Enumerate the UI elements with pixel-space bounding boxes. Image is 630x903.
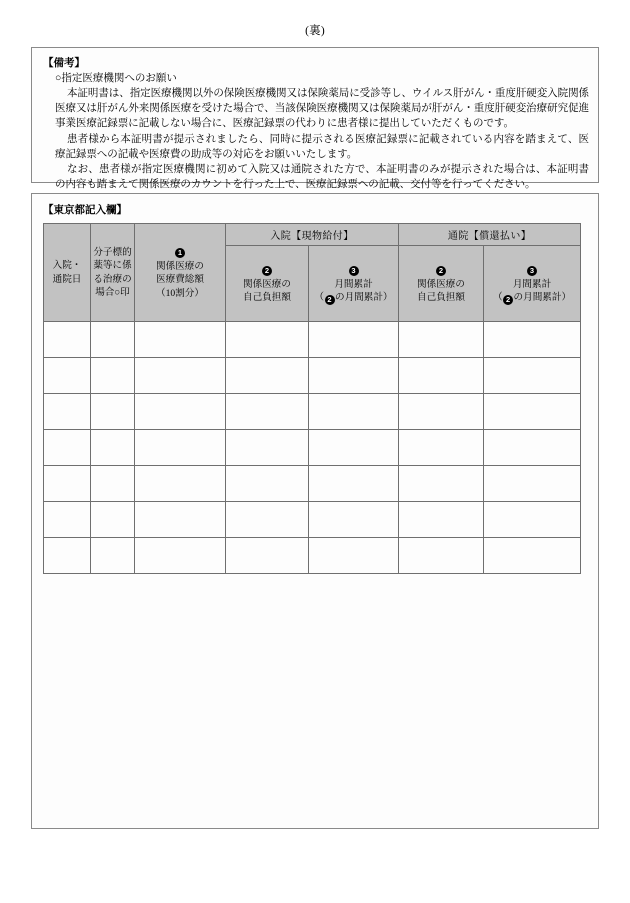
table-cell-inpatient_self_pay[interactable] [226, 394, 309, 430]
table-cell-total_cost[interactable] [135, 466, 226, 502]
table-cell-total_cost[interactable] [135, 430, 226, 466]
table-cell-outpatient_self_pay[interactable] [399, 430, 484, 466]
circled-number-2-outpatient: 2 [399, 263, 483, 277]
table-cell-molecular_target[interactable] [91, 538, 135, 574]
column-header-molecular-target [91, 224, 135, 322]
column-header-inpatient-self-pay [226, 246, 309, 322]
table-row [44, 538, 581, 574]
table-cell-total_cost[interactable] [135, 394, 226, 430]
column-header-inpatient-monthly-total [309, 246, 399, 322]
table-cell-date[interactable] [44, 358, 91, 394]
entry-table-group-header-row [44, 224, 581, 246]
table-cell-inpatient_self_pay[interactable] [226, 358, 309, 394]
entry-table-body [44, 322, 581, 574]
remarks-sub-heading: ○指定医療機関へのお願い [55, 73, 177, 84]
group-header-outpatient: 通院【償還払い】 [399, 224, 581, 246]
column-header-date-line-2: 通院日 [52, 273, 82, 285]
table-cell-molecular_target[interactable] [91, 466, 135, 502]
table-cell-outpatient_self_pay[interactable] [399, 358, 484, 394]
remarks-paragraph-3: なお、患者様が指定医療機関に初めて入院又は通院された方で、本証明書のみが提示された場合は、本証明書の内容も踏まえて関係医療のカウントを行った上で、医療記録票への記載、交付等を行ってください。 [55, 164, 589, 191]
column-header-outpatient-self-pay-line-2: 自己負担額 [417, 292, 465, 303]
table-cell-total_cost[interactable] [135, 358, 226, 394]
table-cell-outpatient_self_pay[interactable] [399, 394, 484, 430]
table-cell-inpatient_self_pay[interactable] [226, 322, 309, 358]
column-header-molecular-target-line-3: る治療の [93, 273, 132, 285]
column-header-inpatient-monthly-total-line-1: 月間累計 [334, 278, 373, 290]
table-row [44, 322, 581, 358]
table-cell-outpatient_self_pay[interactable] [399, 322, 484, 358]
column-header-date-line-1: 入院・ [52, 260, 82, 271]
table-cell-date[interactable] [44, 466, 91, 502]
table-cell-outpatient_monthly_total[interactable] [484, 538, 581, 574]
table-cell-total_cost[interactable] [135, 538, 226, 574]
tokyo-entry-box [31, 193, 599, 829]
paren-open-inpatient: （ [314, 292, 325, 303]
table-cell-inpatient_monthly_total[interactable] [309, 538, 399, 574]
table-cell-molecular_target[interactable] [91, 502, 135, 538]
table-cell-inpatient_monthly_total[interactable] [309, 502, 399, 538]
column-header-total-cost-line-2: 医療費総額 [156, 274, 204, 286]
table-cell-inpatient_monthly_total[interactable] [309, 358, 399, 394]
column-header-outpatient-monthly-total [484, 246, 581, 322]
column-header-outpatient-monthly-total-paren [484, 291, 580, 305]
paren-close-inpatient: の月間累計） [335, 292, 393, 303]
table-cell-inpatient_monthly_total[interactable] [309, 394, 399, 430]
column-header-total-cost [135, 224, 226, 322]
remarks-box [31, 47, 599, 191]
table-cell-inpatient_monthly_total[interactable] [309, 466, 399, 502]
column-header-inpatient-monthly-total-paren [309, 291, 398, 305]
circled-number-2-ref-outpatient: 2 [503, 295, 513, 305]
remarks-paragraph-2: 患者様から本証明書が提示されましたら、同時に提示される医療記録票に記載されている内容を踏まえて、医療記録票への記載や医療費の助成等の対応をお願いいたします。 [55, 133, 589, 160]
entry-section-title: 【東京都記入欄】 [43, 205, 127, 216]
table-cell-inpatient_self_pay[interactable] [226, 430, 309, 466]
table-cell-molecular_target[interactable] [91, 358, 135, 394]
table-cell-outpatient_monthly_total[interactable] [484, 394, 581, 430]
table-cell-outpatient_monthly_total[interactable] [484, 466, 581, 502]
table-cell-date[interactable] [44, 538, 91, 574]
entry-table-head [44, 224, 581, 322]
table-row [44, 430, 581, 466]
paren-open-outpatient: （ [492, 292, 503, 303]
column-header-inpatient-self-pay-line-2: 自己負担額 [243, 292, 291, 303]
group-header-hospitalization: 入院【現物給付】 [226, 224, 399, 246]
table-cell-inpatient_self_pay[interactable] [226, 502, 309, 538]
table-cell-outpatient_self_pay[interactable] [399, 538, 484, 574]
table-row [44, 502, 581, 538]
column-header-outpatient-monthly-total-line-1: 月間累計 [512, 278, 552, 290]
table-cell-outpatient_monthly_total[interactable] [484, 322, 581, 358]
remarks-heading: 【備考】 [43, 58, 85, 69]
column-header-molecular-target-line-1: 分子標的 [93, 246, 132, 258]
table-cell-date[interactable] [44, 322, 91, 358]
table-cell-inpatient_self_pay[interactable] [226, 538, 309, 574]
column-header-molecular-target-line-4: 場合○印 [95, 287, 130, 298]
table-cell-outpatient_monthly_total[interactable] [484, 502, 581, 538]
table-cell-outpatient_self_pay[interactable] [399, 502, 484, 538]
table-cell-total_cost[interactable] [135, 322, 226, 358]
table-cell-inpatient_self_pay[interactable] [226, 466, 309, 502]
circled-number-3-outpatient: 3 [484, 263, 580, 277]
circled-number-1: 1 [135, 245, 225, 259]
table-cell-date[interactable] [44, 502, 91, 538]
table-cell-outpatient_monthly_total[interactable] [484, 430, 581, 466]
table-cell-inpatient_monthly_total[interactable] [309, 322, 399, 358]
table-cell-molecular_target[interactable] [91, 394, 135, 430]
table-row [44, 466, 581, 502]
table-cell-total_cost[interactable] [135, 502, 226, 538]
table-cell-molecular_target[interactable] [91, 430, 135, 466]
page-side-marker: (裏) [305, 25, 325, 37]
entry-table [43, 223, 581, 574]
column-header-inpatient-self-pay-line-1: 関係医療の [243, 278, 291, 290]
column-header-total-cost-line-3: （10割分） [156, 287, 204, 299]
column-header-molecular-target-line-2: 薬等に係 [93, 260, 132, 271]
circled-number-3-inpatient: 3 [309, 263, 398, 277]
column-header-total-cost-line-1: 関係医療の [156, 260, 204, 272]
table-cell-date[interactable] [44, 394, 91, 430]
table-cell-molecular_target[interactable] [91, 322, 135, 358]
paren-close-outpatient: の月間累計） [513, 292, 572, 303]
table-row [44, 394, 581, 430]
remarks-paragraph-1: 本証明書は、指定医療機関以外の保険医療機関又は保険薬局に受診等し、ウイルス肝がん・重度肝硬変入院関係医療又は肝がん外来関係医療を受けた場合で、当該保険医療機関又は保険薬局が肝がん・重度肝硬変治療研究促進事業医療記録票に記載しない場合に、医療記録票の代わりに患者様に提出していただくものです。 [55, 88, 589, 130]
table-cell-inpatient_monthly_total[interactable] [309, 430, 399, 466]
column-header-outpatient-self-pay [399, 246, 484, 322]
column-header-outpatient-self-pay-line-1: 関係医療の [417, 278, 465, 290]
circled-number-2-ref-inpatient: 2 [325, 295, 335, 305]
column-header-date [44, 224, 91, 322]
circled-number-2-inpatient: 2 [226, 263, 308, 277]
table-row [44, 358, 581, 394]
table-cell-outpatient_monthly_total[interactable] [484, 358, 581, 394]
table-cell-date[interactable] [44, 430, 91, 466]
table-cell-outpatient_self_pay[interactable] [399, 466, 484, 502]
